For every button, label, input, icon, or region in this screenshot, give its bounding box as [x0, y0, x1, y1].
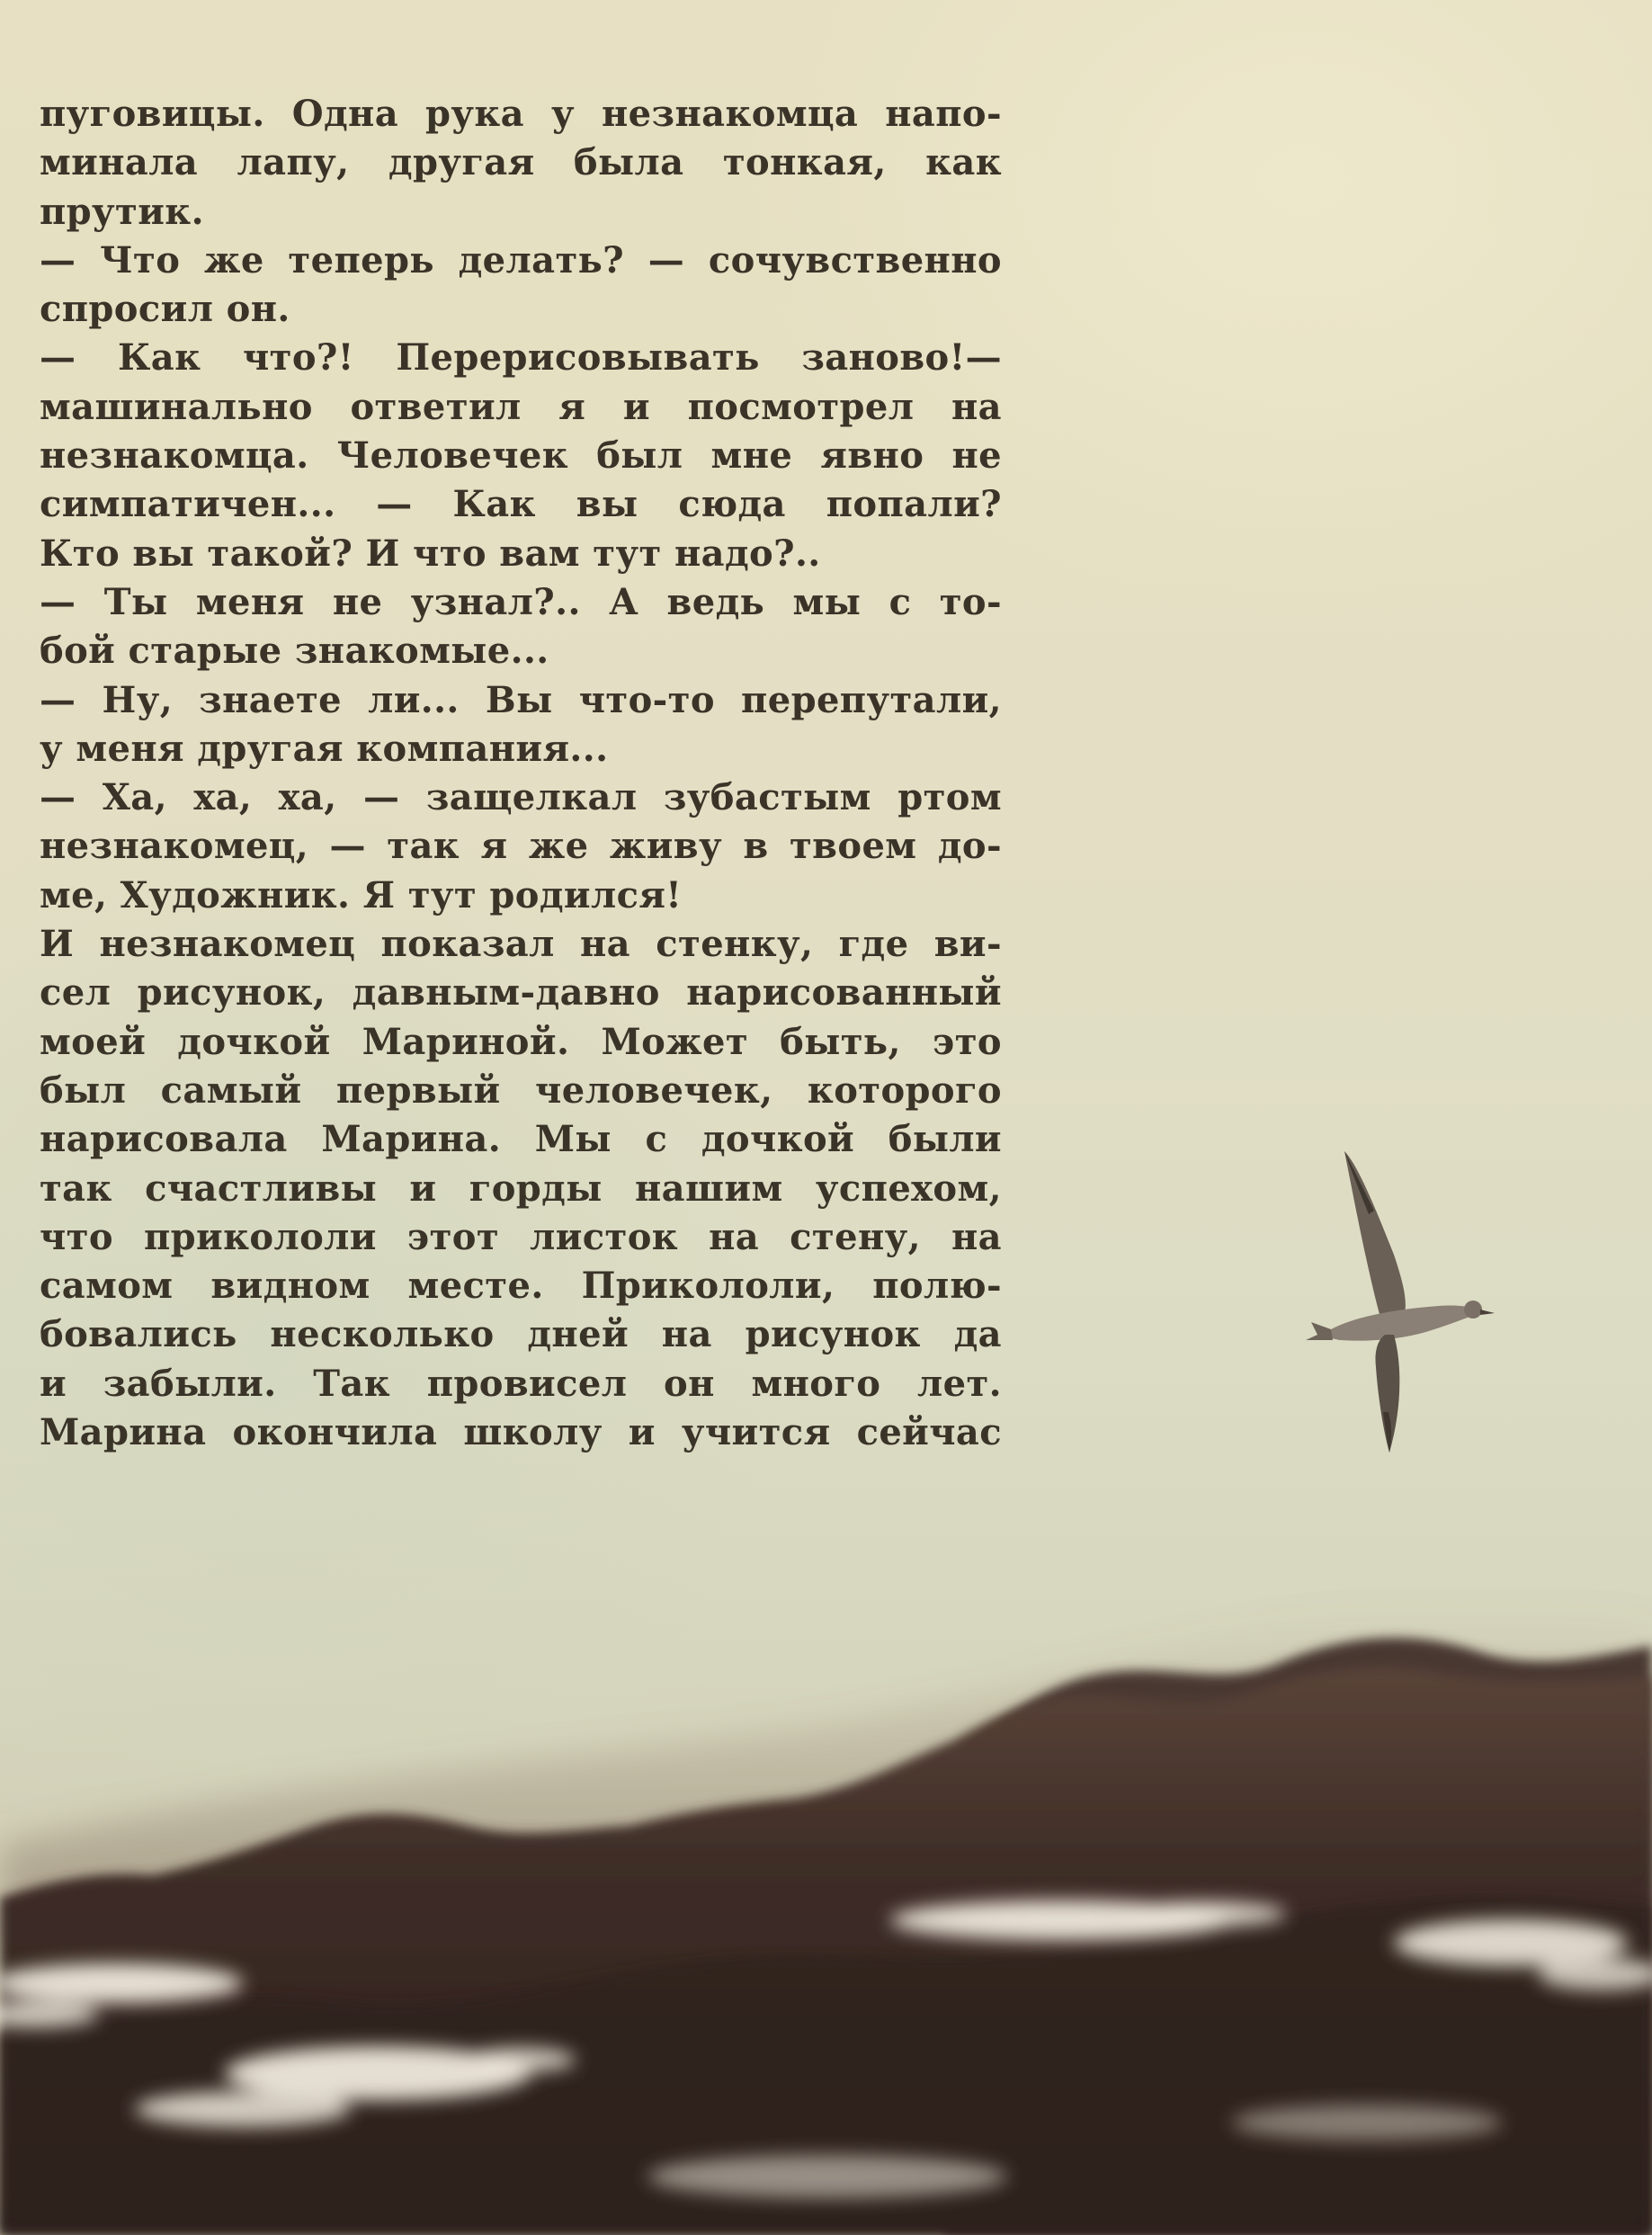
text-line: спросил он. [40, 288, 290, 331]
text-line: И незнакомец показал на стенку, где ви- [40, 923, 1002, 966]
text-line: и забыли. Так провисел он много лет. [40, 1362, 1002, 1405]
text-line: что прикололи этот листок на стену, на [40, 1215, 1002, 1258]
text-line: прутик. [40, 190, 204, 233]
text-line: Марина окончила школу и учится сейчас [40, 1411, 1002, 1454]
text-line: был самый первый человечек, которого [40, 1068, 1002, 1112]
text-line: ме, Художник. Я тут родился! [40, 873, 683, 916]
text-line: машинально ответил я и посмотрел на [40, 385, 1002, 428]
text-line: бой старые знакомые... [40, 630, 549, 673]
text-line: — Как что?! Перерисовывать заново!— [40, 336, 1002, 380]
text-line: — Ну, знаете ли... Вы что-то перепутали, [40, 678, 1002, 721]
text-line: симпатичен... — Как вы сюда попали? [40, 483, 1002, 526]
body-text [40, 90, 1002, 1457]
text-line: — Ха, ха, ха, — защелкал зубастым ртом [40, 776, 1002, 819]
text-line: Кто вы такой? И что вам тут надо?.. [40, 532, 821, 575]
text-line: сел рисунок, давным-давно нарисованный [40, 971, 1002, 1015]
text-line: бовались несколько дней на рисунок да [40, 1313, 1002, 1356]
text-line: — Ты меня не узнал?.. А ведь мы с то- [40, 580, 1002, 623]
text-line: самом видном месте. Прикололи, полю- [40, 1265, 1002, 1308]
text-line: нарисовала Марина. Мы с дочкой были [40, 1118, 1002, 1161]
seagull [1306, 1151, 1495, 1453]
text-line: незнакомца. Человечек был мне явно не [40, 434, 1002, 478]
text-line: незнакомец, — так я же живу в твоем до- [40, 825, 1002, 868]
text-line: моей дочкой Мариной. Может быть, это [40, 1020, 1002, 1063]
text-line: минала лапу, другая была тонкая, как [40, 141, 1002, 184]
text-line: у меня другая компания... [40, 727, 609, 770]
text-line: так счастливы и горды нашим успехом, [40, 1167, 1002, 1210]
text-line: пуговицы. Одна рука у незнакомца напо- [40, 93, 1002, 135]
text-line: — Что же теперь делать? — сочувственно [40, 238, 1002, 282]
